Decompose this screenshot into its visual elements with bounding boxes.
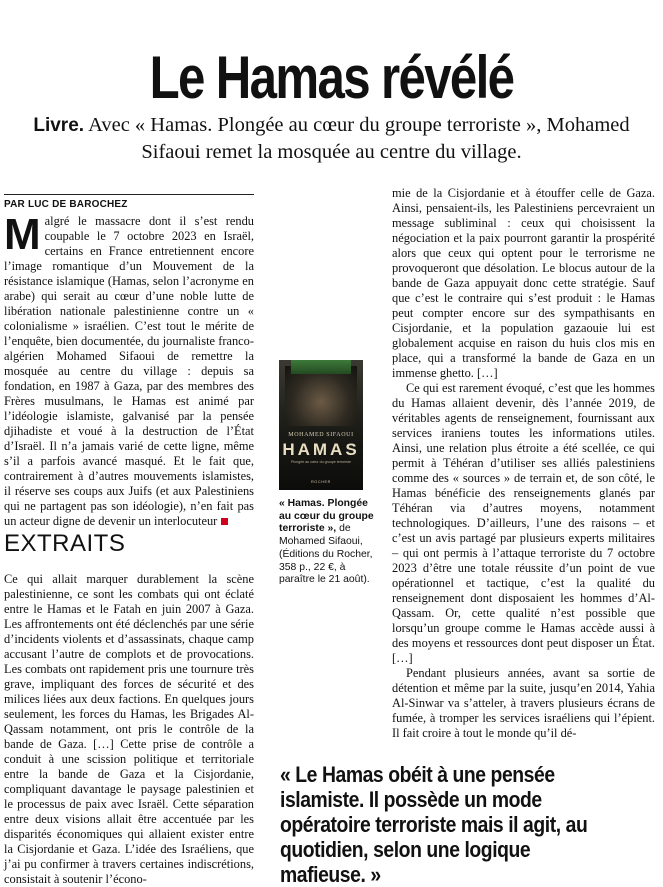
byline: PAR LUC DE BAROCHEZ: [4, 199, 128, 210]
cover-title: HAMAS: [282, 440, 360, 459]
extraits-paragraph: Pendant plusieurs années, avant sa sortie de détention et même par la suite, jusqu’en 2014, Yahia Al-Sinwar va s’atteler, à travers plusieurs écrans de fumée, à tromper les services israéliens qui l’épient. Il fait croire à tout le monde qu’il dé-: [392, 666, 655, 740]
cover-publisher: ROCHER: [310, 480, 332, 484]
headline: Le Hamas révélé: [149, 44, 514, 112]
end-of-article-mark: [221, 518, 228, 525]
caption-title: « Hamas. Plongée au cœur du groupe terroriste »,: [279, 498, 374, 535]
book-cover-image: [279, 360, 363, 490]
standfirst: [20, 112, 643, 165]
extraits-continued: [392, 186, 655, 741]
cover-author: MOHAMED SIFAOUI: [288, 432, 354, 438]
cover-subtitle: Plongée au cœur du groupe terroriste: [291, 460, 351, 464]
article-lead-text: algré le massacre dont il s’est rendu coupable le 7 octobre 2023 en Israël, certains en France entretiennent encore l’image romantique d’un Mouvement de la résistance islamique (Hamas, selon l’acronyme en arabe) qui serait au cœur d’une noble lutte de libération nationale palestinienne contre un « colonialisme » israélien. C’est tout le mérite de l’enquête, bien documentée, du journaliste franco-algérien Mohamed Sifaoui de remettre la mosquée au centre du village : depuis sa fondation, en 1987 à Gaza, par des membres des Frères musulmans, le Hamas est animé par l’idéologie islamiste, galvanisé par la pensée djihadiste et voué à la destruction de l’État d’Israël. Il n’a jamais varié de cette ligne, même s’il a parfois avancé masqué. Et le fait que, contrairement à d’autres mouvements islamistes, il réserve ses coups aux Juifs (et aux Palestiniens qui ne partagent pas son idéologie), n’en fait pas un acteur digne de devenir un interlocuteur: [4, 214, 254, 528]
article-lead-paragraph: [4, 210, 254, 529]
article-body: [4, 210, 254, 529]
byline-divider: [4, 194, 254, 195]
extraits-paragraph: Ce qui allait marquer durablement la scène palestinienne, ce sont les combats qui ont éclaté entre le Hamas et le Fatah en juin 2007 à Gaza. Les affrontements ont été déclenchés par une série d’incidents violents et d’assassinats, chaque camp accusant l’autre de complots et de provocations. Les combats ont rapidement pris une tournure très grave, impliquant des forces de sécurité et des milices liées aux deux factions. En quelques jours seulement, les forces du Hamas, les Brigades Al-Qassam notamment, ont pris le contrôle de la bande de Gaza. […] Cette prise de contrôle a conduit à une scission politique et territoriale entre la bande de Gaza et la Cisjordanie, compliquant davantage le paysage palestinien et le processus de paix avec Israël. Cette séparation entre deux visions allait être accentuée par les disparités économiques qui allaient exister entre la Cisjordanie et Gaza. L’idée des Israéliens, que j’ai pu confirmer à travers certaines indiscrétions, consistait à soutenir l’écono-: [4, 572, 254, 886]
standfirst-text: Avec « Hamas. Plongée au cœur du groupe terroriste », Mohamed Sifaoui remet la mosquée au centre du village.: [88, 114, 630, 163]
dropcap: M: [4, 210, 41, 259]
pull-quote: « Le Hamas obéit à une pensée islamiste. Il possède un mode opératoire terroriste mais il agit, au quotidien, selon une logique mafieuse. »: [280, 762, 588, 887]
caption-details: de Mohamed Sifaoui, (Éditions du Rocher, 358 p., 22 €, à paraître le 21 août).: [279, 523, 373, 586]
cover-photo: [285, 366, 357, 426]
extraits-body: [4, 572, 254, 887]
book-caption: [279, 498, 375, 587]
extraits-paragraph: Ce qui est rarement évoqué, c’est que les hommes du Hamas allaient devenir, dès l’année 2019, de véritables agents de renseignement, fournissant aux services iraniens toutes les informations utiles. Ainsi, une relation plus étroite a été scellée, ce qui permit à Téhéran d’utiliser ses alliés palestiniens comme des « sources » de terrain et, de son côté, le Hamas bénéficie des renseignements glanés par Téhéran via d’autres moyens, notamment technologiques. D’ailleurs, l’une des raisons – et c’est un avis partagé par plusieurs experts militaires – qui ont permis à l’attaque terroriste du 7 octobre 2023 d’être une totale réussite d’un point de vue opérationnel et tactique, c’est la qualité du renseignement dont disposaient les hommes d’Al-Qassam. Or, cette qualité n’est possible que lorsqu’un groupe comme le Hamas accède aussi à des moyens et ressources dont peut disposer un État. […]: [392, 381, 655, 665]
standfirst-kicker: Livre.: [33, 115, 85, 136]
cover-headband: [291, 360, 351, 374]
extraits-paragraph: mie de la Cisjordanie et à étouffer celle de Gaza. Ainsi, pensaient-ils, les Palestiniens percevraient un message subliminal : ceux qui choisissent la négociation et la paix pourront garantir la prospérité alors que ceux qui optent pour le terrorisme ne provoqueront que désolation. Le blocus autour de la bande de Gaza appuyait donc cette stratégie. Sauf que c’est le contraire qui s’est produit : le Hamas peut compter encore sur des sympathisants en Cisjordanie, et la population gazaouie lui est globalement acquise en raison du huis clos mis en place, qui a transformé la bande de Gaza en un immense ghetto. […]: [392, 186, 655, 380]
extraits-heading: EXTRAITS: [4, 530, 126, 557]
